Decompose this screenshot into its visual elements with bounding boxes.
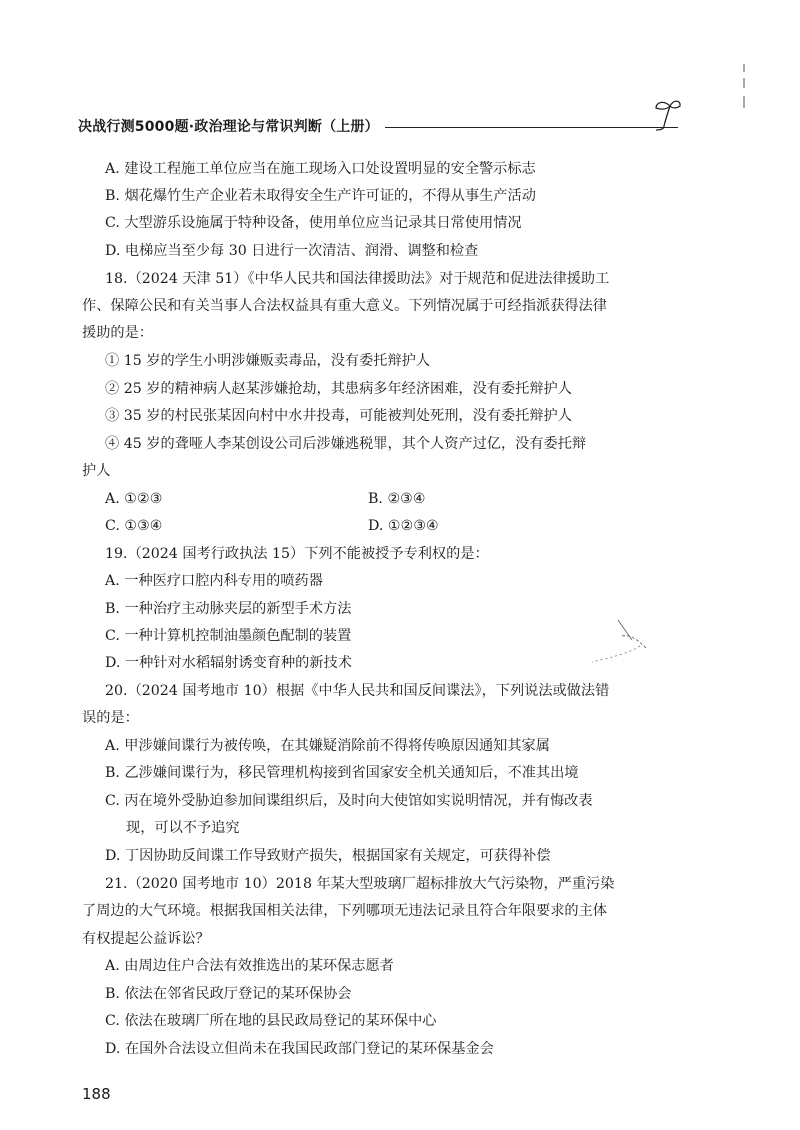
q19-option-d: D. 一种针对水稻辐射诱变育种的新技术 bbox=[105, 655, 352, 671]
q20-stem-line-2: 误的是： bbox=[82, 710, 139, 726]
q18-option-d: D. ①②③④ bbox=[368, 518, 439, 534]
running-header bbox=[78, 115, 678, 137]
q19-option-a: A. 一种医疗口腔内科专用的喷药器 bbox=[105, 573, 323, 589]
pencil-scribble-mark bbox=[588, 618, 648, 664]
q18-option-a: A. ①②③ bbox=[105, 491, 163, 507]
q18-item-3: ③ 35 岁的村民张某因向村中水井投毒，可能被判处死刑，没有委托辩护人 bbox=[105, 408, 572, 424]
margin-tick-marks bbox=[742, 64, 746, 108]
q18-item-2: ② 25 岁的精神病人赵某涉嫌抢劫，其患病多年经济困难，没有委托辩护人 bbox=[105, 381, 572, 397]
q19-option-b: B. 一种治疗主动脉夹层的新型手术方法 bbox=[105, 601, 352, 617]
q18-stem-line-3: 援助的是： bbox=[82, 325, 153, 341]
option-d-prev: D. 电梯应当至少每 30 日进行一次清洁、润滑、调整和检查 bbox=[105, 243, 479, 259]
q21-option-d: D. 在国外合法设立但尚未在我国民政部门登记的某环保基金会 bbox=[105, 1041, 494, 1057]
q19-option-c: C. 一种计算机控制油墨颜色配制的装置 bbox=[105, 628, 352, 644]
q21-option-b: B. 依法在邻省民政厅登记的某环保协会 bbox=[105, 986, 352, 1002]
q19-stem: 19.（2024 国考行政执法 15）下列不能被授予专利权的是： bbox=[105, 546, 489, 562]
q20-option-c-cont: 现，可以不予追究 bbox=[126, 820, 240, 836]
q21-stem-line-1: 21.（2020 国考地市 10）2018 年某大型玻璃厂超标排放大气污染物，严重污染 bbox=[105, 876, 615, 892]
option-c-prev: C. 大型游乐设施属于特种设备，使用单位应当记录其日常使用情况 bbox=[105, 215, 522, 231]
page-number: 188 bbox=[82, 1085, 111, 1103]
q18-option-c: C. ①③④ bbox=[105, 518, 163, 534]
q21-stem-line-2: 了周边的大气环境。根据我国相关法律，下列哪项无违法记录且符合年限要求的主体 bbox=[82, 903, 607, 919]
q18-item-1: ① 15 岁的学生小明涉嫌贩卖毒品，没有委托辩护人 bbox=[105, 353, 431, 369]
q21-stem-line-3: 有权提起公益诉讼？ bbox=[82, 931, 210, 947]
option-a-prev: A. 建设工程施工单位应当在施工现场入口处设置明显的安全警示标志 bbox=[105, 161, 536, 177]
header-rule bbox=[385, 127, 678, 128]
option-b-prev: B. 烟花爆竹生产企业若未取得安全生产许可证的，不得从事生产活动 bbox=[105, 188, 536, 204]
q18-item-4-cont: 护人 bbox=[82, 463, 111, 479]
q20-option-a: A. 甲涉嫌间谍行为被传唤，在其嫌疑消除前不得将传唤原因通知其家属 bbox=[105, 738, 550, 754]
q20-option-b: B. 乙涉嫌间谍行为，移民管理机构接到省国家安全机关通知后，不准其出境 bbox=[105, 765, 579, 781]
q20-stem-line-1: 20.（2024 国考地市 10）根据《中华人民共和国反间谍法》，下列说法或做法错 bbox=[105, 683, 610, 699]
header-title: 决战行测5000题·政治理论与常识判断（上册） bbox=[78, 119, 379, 135]
q20-option-c: C. 丙在境外受胁迫参加间谍组织后，及时向大使馆如实说明情况，并有悔改表 bbox=[105, 793, 593, 809]
q21-option-c: C. 依法在玻璃厂所在地的县民政局登记的某环保中心 bbox=[105, 1013, 437, 1029]
q20-option-d: D. 丁因协助反间谍工作导致财产损失，根据国家有关规定，可获得补偿 bbox=[105, 848, 551, 864]
q18-item-4: ④ 45 岁的聋哑人李某创设公司后涉嫌逃税罪，其个人资产过亿，没有委托辩 bbox=[105, 436, 587, 452]
q21-option-a: A. 由周边住户合法有效推选出的某环保志愿者 bbox=[105, 958, 394, 974]
q18-stem-line-1: 18.（2024 天津 51）《中华人民共和国法律援助法》对于规范和促进法律援助工 bbox=[105, 271, 610, 287]
q18-option-b: B. ②③④ bbox=[368, 491, 426, 507]
q18-stem-line-2: 作、保障公民和有关当事人合法权益具有重大意义。下列情况属于可经指派获得法律 bbox=[82, 298, 607, 314]
sprout-leaf-icon bbox=[644, 96, 682, 132]
